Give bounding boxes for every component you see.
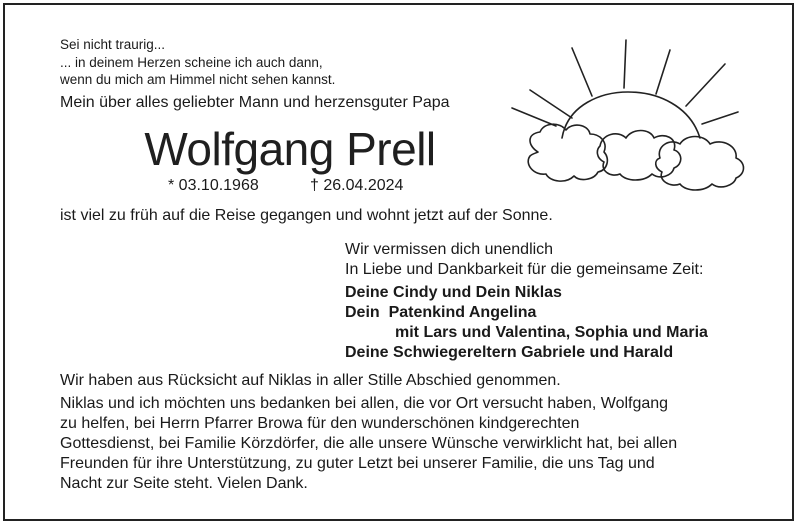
mourners-intro — [345, 240, 703, 280]
mourner-line: Deine Cindy und Dein Niklas — [345, 284, 562, 301]
thanks-line: Freunden für ihre Unterstützung, zu guter Letzt bei unserer Familie, die uns Tag und — [60, 455, 655, 472]
sun-arc — [562, 92, 700, 138]
private-farewell-note: Wir haben aus Rücksicht auf Niklas in aller Stille Abschied genommen. — [60, 372, 561, 389]
mourners-intro-line: In Liebe und Dankbarkeit für die gemeinsame Zeit: — [345, 261, 704, 278]
poem-line: wenn du mich am Himmel nicht sehen kannst. — [60, 72, 336, 87]
mourner-line: Dein Patenkind Angelina — [345, 304, 537, 321]
mourner-line: mit Lars und Valentina, Sophia und Maria — [395, 324, 708, 341]
thanks-line: Niklas und ich möchten uns bedanken bei allen, die vor Ort versucht haben, Wolfgang — [60, 395, 669, 412]
poem — [60, 36, 335, 89]
dedication-line: Mein über alles geliebter Mann und herzensguter Papa — [60, 94, 450, 111]
mourners-list — [345, 283, 708, 363]
mourner-line: Deine Schwiegereltern Gabriele und Harald — [345, 344, 674, 361]
center-cloud — [597, 131, 680, 181]
birth-date: * 03.10.1968 — [168, 177, 259, 194]
sun-clouds-illustration — [510, 34, 750, 194]
thanks-line: Nacht zur Seite steht. Vielen Dank. — [60, 475, 308, 492]
mourners-intro-line: Wir vermissen dich unendlich — [345, 241, 554, 258]
poem-line: Sei nicht traurig... — [60, 37, 166, 52]
deceased-name: Wolfgang Prell — [144, 123, 436, 175]
right-cloud — [656, 137, 744, 191]
thanks-paragraph — [60, 394, 742, 494]
thanks-line: zu helfen, bei Herrn Pfarrer Browa für den wunderschönen kindgerechten — [60, 415, 580, 432]
passing-statement: ist viel zu früh auf die Reise gegangen und wohnt jetzt auf der Sonne. — [60, 207, 553, 224]
death-date: † 26.04.2024 — [310, 177, 404, 194]
poem-line: ... in deinem Herzen scheine ich auch dann, — [60, 54, 323, 70]
left-cloud — [528, 124, 607, 181]
thanks-line: Gottesdienst, bei Familie Körzdörfer, die alle unsere Wünsche verwirklicht hat, bei allen — [60, 435, 678, 452]
sun-rays — [512, 40, 738, 126]
